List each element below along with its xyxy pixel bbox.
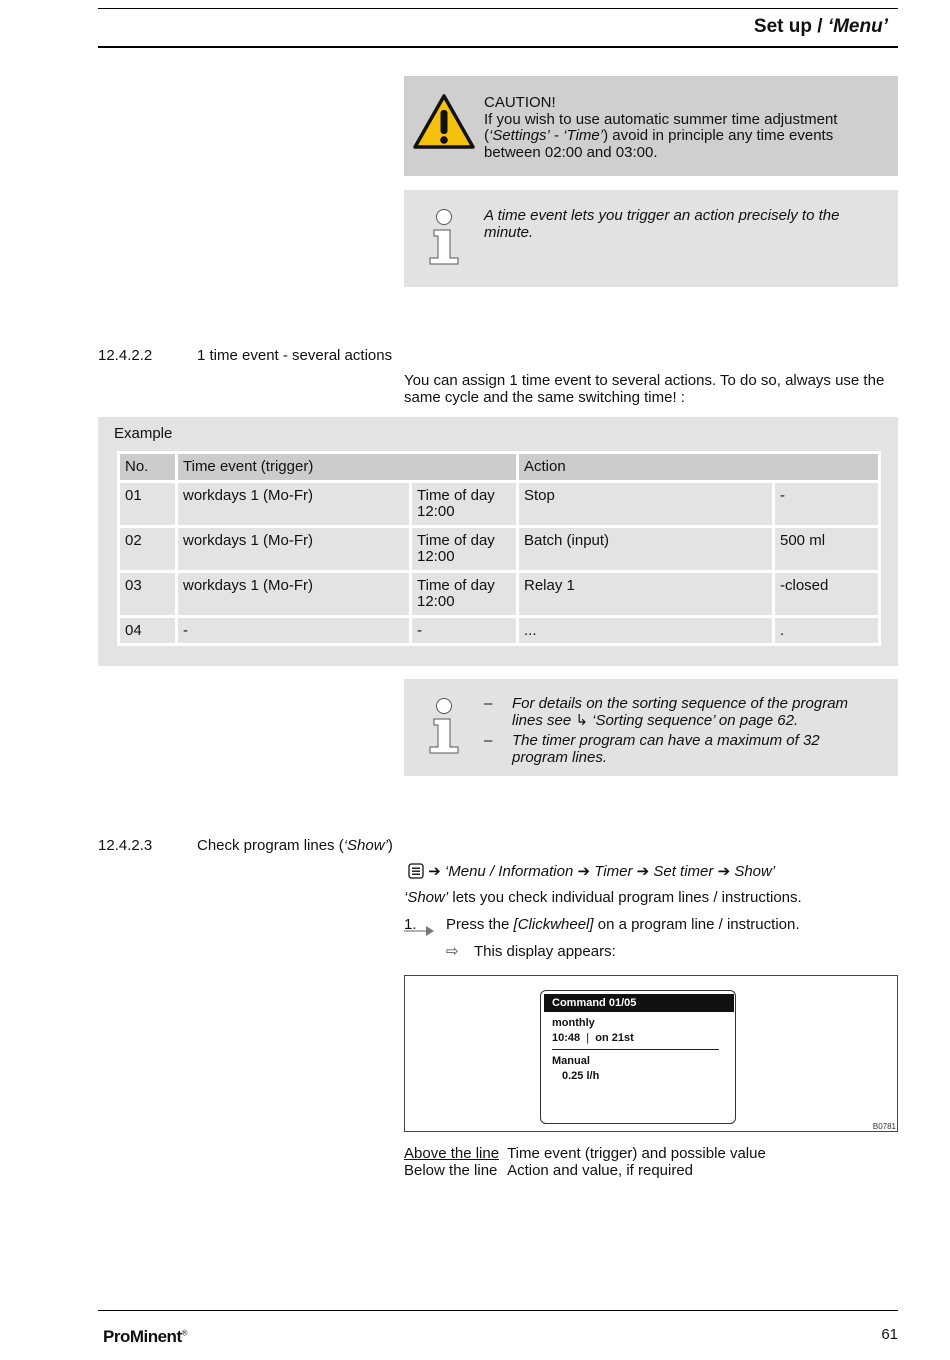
page-header-title: Set up / ‘Menu’: [753, 16, 888, 37]
caution-text: [484, 95, 884, 161]
header-action: Action: [519, 454, 878, 480]
table-row: [120, 528, 878, 570]
cell-value: -closed: [775, 573, 878, 615]
cell-trigger: -: [178, 618, 409, 644]
figure-code: B0781: [872, 1122, 896, 1131]
cell-action: ...: [519, 618, 772, 644]
cell-time: Time of day 12:00: [412, 528, 516, 570]
section-number: 12.4.2.2: [98, 347, 153, 364]
table-header-row: [120, 454, 878, 480]
cell-time: -: [412, 618, 516, 644]
list-item: – For details on the sorting sequence of the program lines see ↳ ‘Sorting sequence’ on page 62.: [484, 695, 849, 729]
cell-no: 04: [120, 618, 175, 644]
cell-action: Stop: [519, 483, 772, 525]
section-title: 1 time event - several actions: [197, 347, 393, 364]
legend-desc: Action and value, if required: [507, 1161, 694, 1179]
cell-value: 500 ml: [775, 528, 878, 570]
caution-body: If you wish to use automatic summer time adjustment (‘Settings’ - ‘Time’) avoid in principle any time events between 02:00 and 03:00.: [484, 110, 838, 161]
header-trigger: Time event (trigger): [178, 454, 516, 480]
header-no: No.: [120, 454, 175, 480]
warning-triangle-icon: [412, 93, 476, 151]
menu-icon: [408, 863, 424, 879]
cell-time: Time of day 12:00: [412, 573, 516, 615]
header-rule: [98, 46, 898, 48]
display-title-bar: Command 01/05: [544, 994, 734, 1012]
info-icon: [426, 697, 462, 755]
caution-heading: CAUTION!: [484, 94, 556, 111]
legend-row: [404, 1146, 774, 1163]
info-list: [484, 696, 874, 770]
cell-value: .: [775, 618, 878, 644]
legend-term: Above the line: [404, 1145, 500, 1162]
step-1: 1. Press the [Clickwheel] on a program line / instruction.: [404, 916, 800, 933]
step-number: 1.: [404, 916, 446, 933]
example-label: Example: [114, 425, 173, 442]
legend-desc: Time event (trigger) and possible value: [507, 1145, 766, 1162]
company-logo: ProMinent®: [103, 1327, 188, 1346]
cell-trigger: workdays 1 (Mo-Fr): [178, 573, 409, 615]
menu-path: ➔ ‘Menu / Information ➔ Timer ➔ Set timer ➔ Show’: [408, 862, 775, 880]
section-title: Check program lines (‘Show’): [197, 837, 393, 854]
footer-rule: [98, 1310, 898, 1311]
cell-no: 03: [120, 573, 175, 615]
table-row: [120, 618, 878, 644]
page-number: 61: [881, 1326, 898, 1343]
example-table: [117, 451, 881, 646]
info-icon: [426, 208, 462, 266]
arrow-right-icon: ➔: [428, 863, 441, 880]
cell-action: Relay 1: [519, 573, 772, 615]
cross-reference-icon: ↳: [575, 711, 593, 729]
step-result: ⇨ This display appears:: [446, 943, 616, 960]
show-description: ‘Show’ lets you check individual program lines / instructions.: [404, 889, 802, 906]
arrow-right-icon: ➔: [577, 863, 591, 880]
cell-no: 01: [120, 483, 175, 525]
table-row: [120, 483, 878, 525]
cell-action: Batch (input): [519, 528, 772, 570]
section-number: 12.4.2.3: [98, 837, 153, 854]
arrow-right-icon: ➔: [717, 863, 731, 880]
info-text: A time event lets you trigger an action precisely to the minute.: [484, 207, 840, 241]
cell-trigger: workdays 1 (Mo-Fr): [178, 483, 409, 525]
result-arrow-icon: ⇨: [446, 943, 459, 960]
display-value: 0.25 l/h: [562, 1070, 600, 1082]
cell-value: -: [775, 483, 878, 525]
legend-row: [404, 1163, 774, 1180]
header-rule-top: [98, 8, 898, 9]
table-row: [120, 573, 878, 615]
display-legend: [404, 1146, 774, 1179]
cell-no: 02: [120, 528, 175, 570]
cell-time: Time of day 12:00: [412, 483, 516, 525]
arrow-right-icon: ➔: [636, 863, 650, 880]
list-item: – The timer program can have a maximum of 32 program lines.: [484, 732, 820, 766]
display-time-row: 10:48 | on 21st: [552, 1032, 634, 1044]
cross-reference-link[interactable]: ‘Sorting sequence’ on page 62: [592, 711, 794, 729]
section-intro: You can assign 1 time event to several actions. To do so, always use the same cycle and the same switching time! :: [404, 372, 885, 406]
display-mode: Manual: [552, 1055, 590, 1067]
cell-trigger: workdays 1 (Mo-Fr): [178, 528, 409, 570]
display-divider: [552, 1049, 719, 1050]
legend-term: Below the line: [404, 1161, 498, 1179]
step-arrow-icon: [404, 924, 434, 936]
display-cycle: monthly: [552, 1017, 595, 1029]
